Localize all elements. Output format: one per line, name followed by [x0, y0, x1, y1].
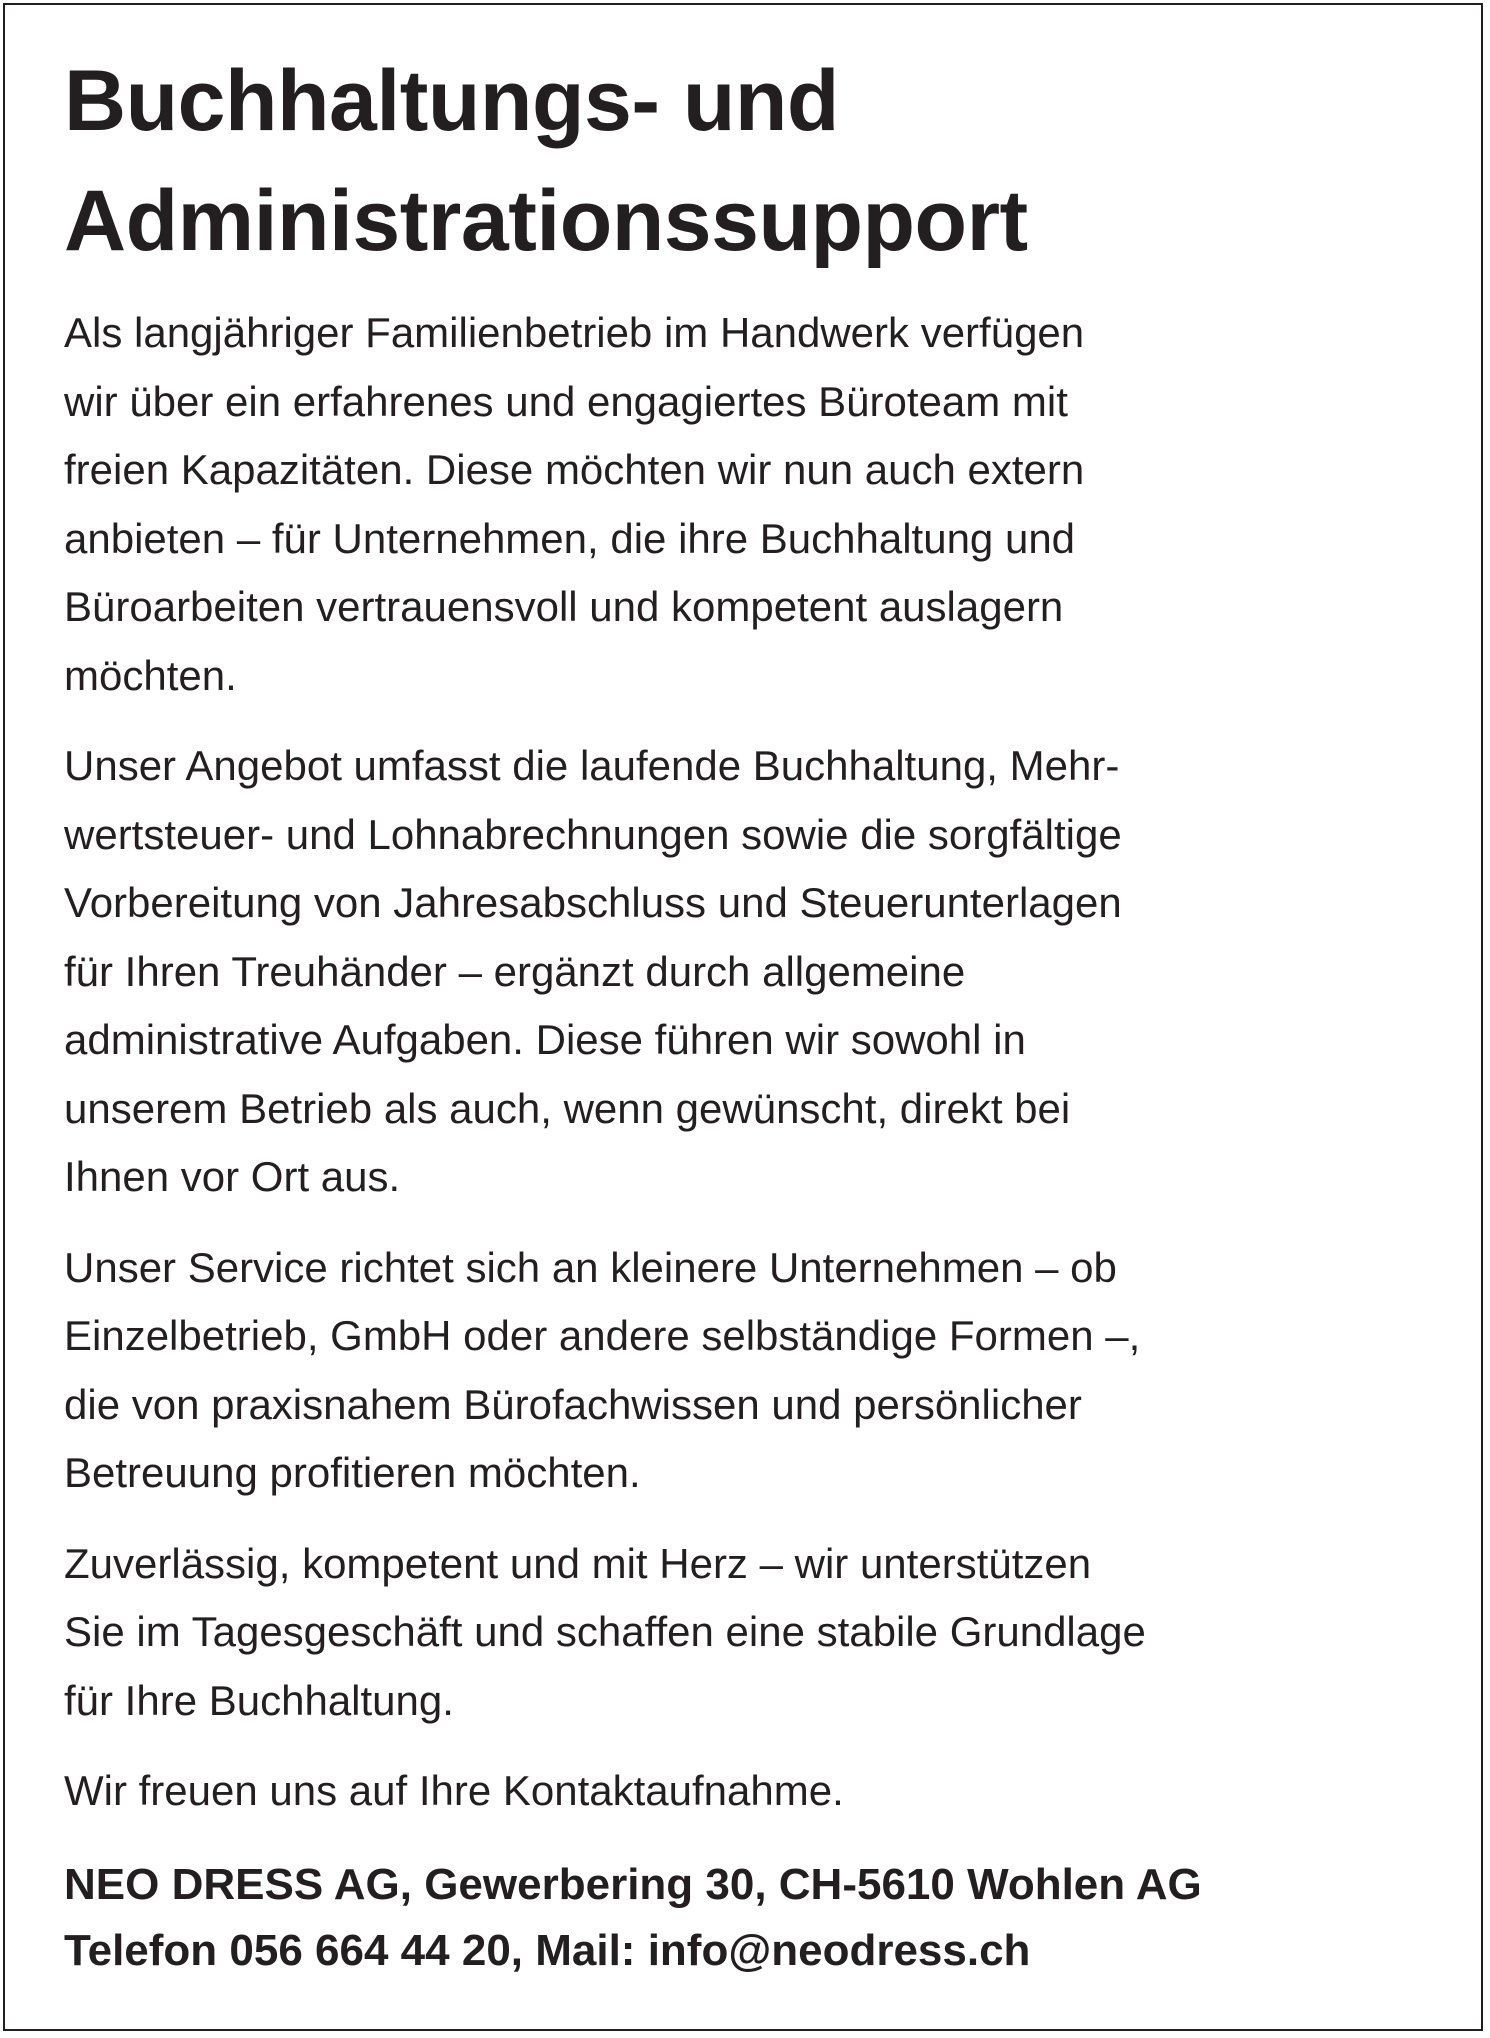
value-statement-paragraph: Zuverlässig, kompetent und mit Herz – wir unterstützen Sie im Tagesgeschäft und schaffen eine stabile Grundlage für Ihre Buchhaltung. [64, 1539, 1146, 1724]
company-address: NEO DRESS AG, Gewerbering 30, CH-5610 Wohlen AG [64, 1859, 1202, 1909]
target-audience-paragraph: Unser Service richtet sich an kleinere Unternehmen – ob Einzelbetrieb, GmbH oder andere selbständige Formen –, die von praxisnahem Bürofachwissen und persönlicher Betreuung profitieren möchten. [64, 1243, 1141, 1496]
company-contact-block [64, 1852, 1444, 1984]
company-phone-email: Telefon 056 664 44 20, Mail: info@neodress.ch [64, 1925, 1031, 1975]
intro-paragraph: Als langjähriger Familienbetrieb im Handwerk verfügen wir über ein erfahrenes und engagiertes Büroteam mit freien Kapazitäten. Diese möchten wir nun auch extern anbieten – für Unternehmen, die ihre Buchhaltung und Büroarbeiten vertrauensvoll und kompetent auslagern möchten. [64, 309, 1085, 699]
ad-content [64, 41, 1444, 1984]
ad-headline: Buchhaltungs- und Administrationssupport [64, 53, 1028, 269]
ad-border-frame [3, 3, 1483, 2031]
closing-paragraph: Wir freuen uns auf Ihre Kontaktaufnahme. [64, 1767, 844, 1814]
offer-paragraph: Unser Angebot umfasst die laufende Buchhaltung, Mehr- wertsteuer- und Lohnabrechnungen sowie die sorgfältige Vorbereitung von Jahresabschluss und Steuerunterlagen für Ihren Treuhänder – ergänzt durch allgemeine administrative Aufgaben. Diese führen wir sowohl in unserem Betrieb als auch, wenn gewünscht, direkt bei Ihnen vor Ort aus. [64, 742, 1122, 1200]
